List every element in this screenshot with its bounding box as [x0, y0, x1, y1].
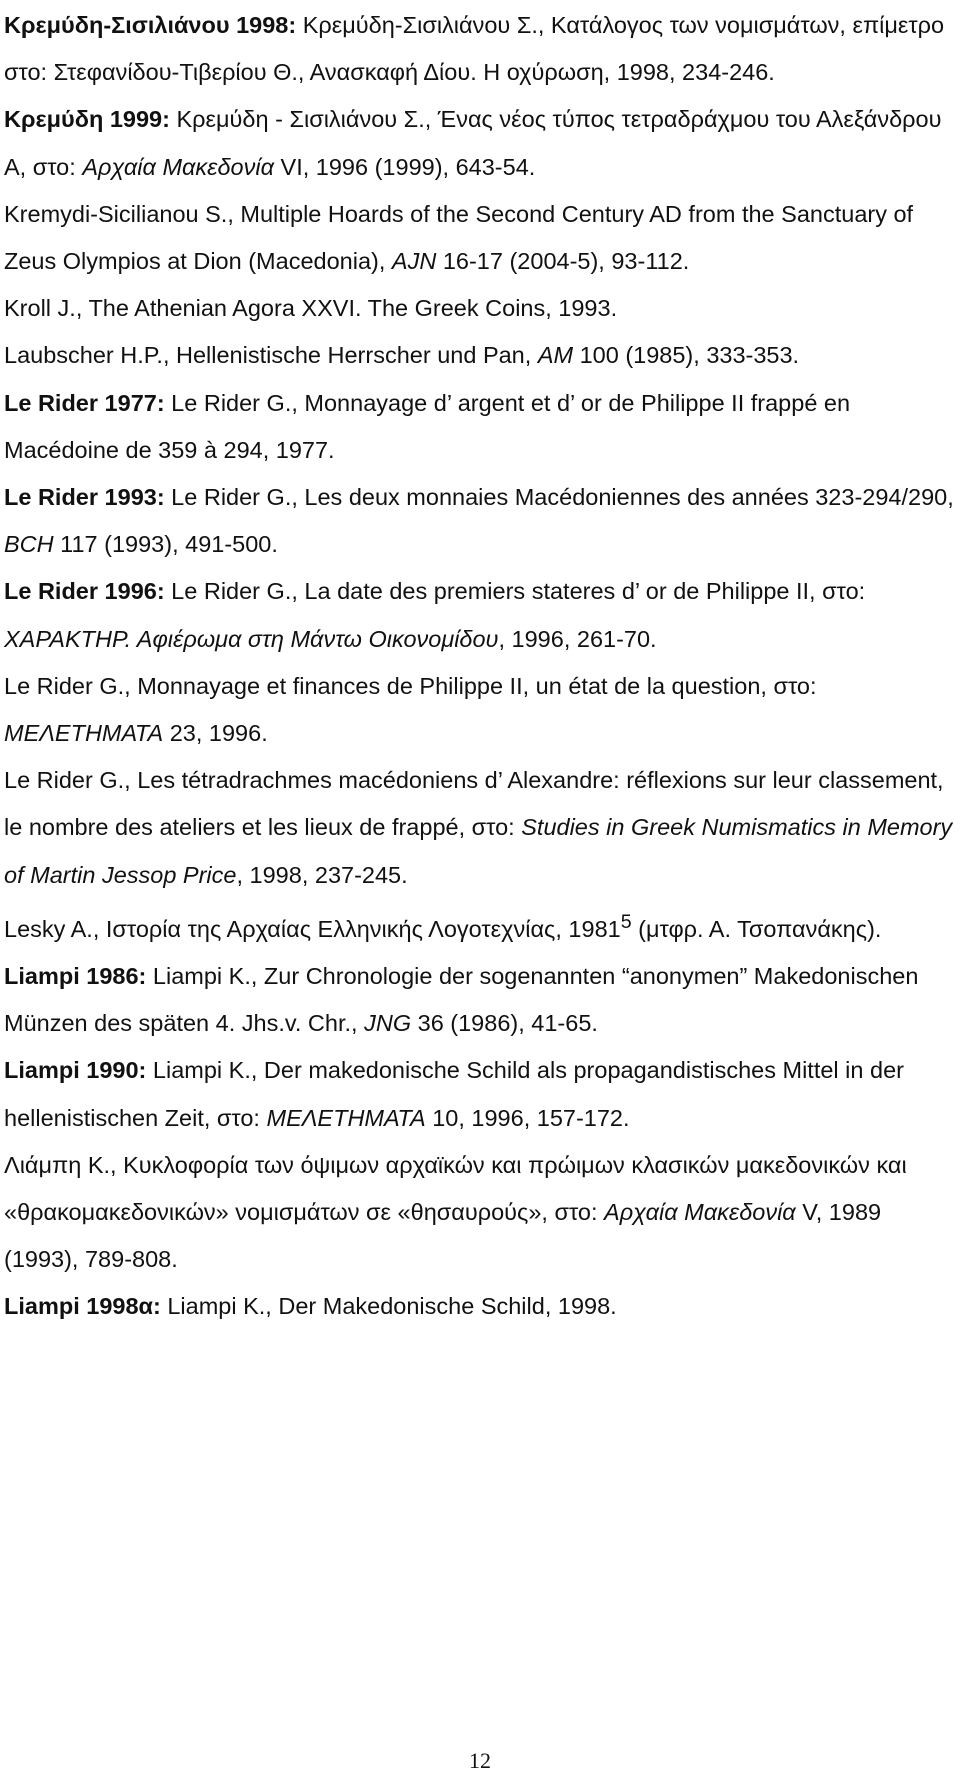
reference-text: , 1998, 237-245. — [236, 861, 408, 888]
reference-text: (μτφρ. Α. Τσοπανάκης). — [631, 915, 882, 942]
reference-entry — [4, 1283, 954, 1330]
reference-entry — [4, 96, 954, 190]
reference-text: 10, 1996, 157-172. — [425, 1104, 630, 1131]
reference-title: Αρχαία Μακεδονία — [604, 1198, 796, 1225]
bibliography-list — [4, 2, 954, 1331]
reference-entry — [4, 380, 954, 474]
reference-text: Liampi K., Zur Chronologie der sogenannten “anonymen” Makedonischen Münzen des späten 4. Jhs.v. Chr., — [4, 962, 919, 1037]
reference-key: Le Rider 1996: — [4, 578, 165, 605]
reference-entry — [4, 899, 954, 953]
reference-key: Liampi 1986: — [4, 962, 147, 989]
reference-text: V, 1989 (1993), 789-808. — [4, 1198, 882, 1273]
reference-entry — [4, 663, 954, 757]
reference-title: AJN — [391, 248, 437, 275]
reference-key: Le Rider 1993: — [4, 484, 165, 511]
reference-text: Laubscher H.P., Hellenistische Herrscher und Pan, — [4, 342, 538, 369]
reference-text: Kremydi-Sicilianou S., Multiple Hoards of the Second Century AD from the Sanctuary of Zeus Olympios at Dion (Macedonia), — [4, 200, 914, 275]
reference-key: Liampi 1990: — [4, 1057, 147, 1084]
reference-entry — [4, 2, 954, 96]
reference-text: Kroll J., The Athenian Agora XXVI. The Greek Coins, 1993. — [4, 295, 618, 322]
reference-entry — [4, 474, 954, 568]
reference-key: Liampi 1998α: — [4, 1293, 161, 1320]
reference-text: , 1996, 261-70. — [498, 625, 657, 652]
reference-text: Le Rider G., Monnayage et finances de Philippe II, un état de la question, στο: — [4, 672, 817, 699]
reference-text: 36 (1986), 41-65. — [411, 1010, 598, 1037]
reference-key: Le Rider 1977: — [4, 389, 165, 416]
reference-entry — [4, 332, 954, 379]
reference-text: Le Rider G., La date des premiers stateres d’ or de Philippe II, στο: — [164, 578, 866, 605]
reference-title: Studies in Greek Numismatics in Memory of Martin Jessop Price — [4, 814, 953, 888]
reference-text: Liampi K., Der Makedonische Schild, 1998. — [160, 1293, 617, 1320]
reference-text: 117 (1993), 491-500. — [53, 531, 278, 558]
reference-title: ΜΕΛΕΤΗΜΑΤΑ — [266, 1104, 426, 1131]
reference-entry — [4, 1142, 954, 1284]
reference-text: 16-17 (2004-5), 93-112. — [436, 248, 690, 275]
reference-title: ΧΑΡΑΚΤΗΡ. Αφιέρωμα στη Μάντω Οικονομίδου — [4, 625, 499, 652]
reference-text: Κρεμύδη - Σισιλιάνου Σ., Ένας νέος τύπος τετραδράχμου του Αλεξάνδρου Α, στο: — [4, 106, 942, 180]
reference-entry — [4, 568, 954, 662]
reference-title: Αρχαία Μακεδονία — [82, 153, 274, 180]
reference-key: Κρεμύδη-Σισιλιάνου 1998: — [4, 12, 297, 38]
reference-key: Κρεμύδη 1999: — [4, 106, 170, 133]
reference-entry — [4, 757, 954, 899]
reference-entry — [4, 1047, 954, 1141]
reference-entry — [4, 191, 954, 285]
reference-text: Le Rider G., Monnayage d’ argent et d’ or de Philippe II frappé en Macédoine de 359 à 294, 1977. — [4, 389, 851, 463]
reference-text: Κρεμύδη-Σισιλιάνου Σ., Κατάλογος των νομισμάτων, επίμετρο στο: Στεφανίδου-Τιβερίου Θ., Ανασκαφή Δίου. Η οχύρωση, 1998, 234-246. — [4, 12, 945, 86]
reference-text: Le Rider G., Les deux monnaies Macédoniennes des années 323-294/290, — [164, 484, 954, 511]
reference-text: Λιάμπη Κ., Κυκλοφορία των όψιμων αρχαϊκών και πρώιμων κλασικών μακεδονικών και «θρακομακεδονικών» νομισμάτων σε «θησαυρούς», στο: — [4, 1151, 907, 1225]
reference-title: JNG — [364, 1010, 412, 1037]
reference-text: Lesky A., Ιστορία της Αρχαίας Ελληνικής Λογοτεχνίας, 1981 — [4, 915, 621, 942]
reference-text: 23, 1996. — [163, 720, 268, 747]
reference-text: Liampi K., Der makedonische Schild als propagandistisches Mittel in der hellenistischen Zeit, στο: — [4, 1057, 904, 1131]
reference-text: 100 (1985), 333-353. — [573, 342, 800, 369]
reference-entry — [4, 285, 954, 332]
edition-superscript: 5 — [620, 910, 632, 933]
reference-title: ΜΕΛΕΤΗΜΑΤΑ — [4, 720, 164, 747]
page-number: 12 — [469, 1748, 491, 1773]
reference-text: Le Rider G., Les tétradrachmes macédoniens d’ Alexandre: réflexions sur leur classement, le nombre des ateliers et les lieux de frappé, στο: — [4, 767, 944, 841]
reference-title: BCH — [4, 531, 54, 558]
reference-entry — [4, 953, 954, 1047]
reference-text: VI, 1996 (1999), 643-54. — [274, 153, 536, 180]
reference-title: AM — [537, 342, 574, 369]
